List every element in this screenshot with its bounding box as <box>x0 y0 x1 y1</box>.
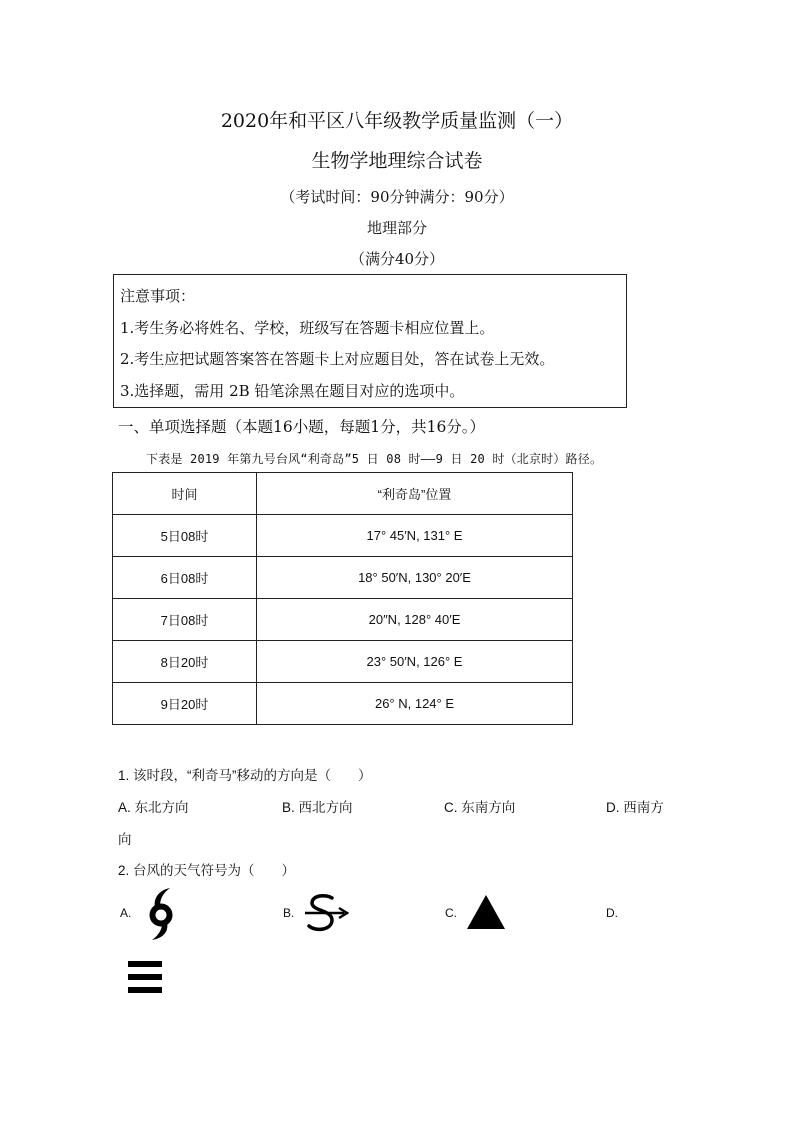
question-1-option-c[interactable]: C. 东南方向 <box>444 800 516 815</box>
table-row <box>113 599 573 641</box>
notice-heading: 注意事项： <box>120 287 196 305</box>
exam-title: 2020年和平区八年级教学质量监测（一） <box>220 110 574 132</box>
cell-time: 7日08时 <box>113 599 257 641</box>
cell-position: 18° 50′N, 130° 20′E <box>257 557 573 599</box>
notice-box <box>113 274 627 408</box>
cell-position: 26° N, 124° E <box>257 683 573 725</box>
exam-subtitle: 生物学地理综合试卷 <box>311 150 483 172</box>
table-row <box>113 683 573 725</box>
cell-time: 8日20时 <box>113 641 257 683</box>
question-2-option-c[interactable]: C. <box>445 906 457 920</box>
notice-item: 2.考生应把试题答案答在答题卡上对应题目处，答在试卷上无效。 <box>120 350 555 368</box>
table-intro: 下表是 2019 年第九号台风“利奇岛”5 日 08 时——9 日 20 时（北京时）路径。 <box>146 452 603 466</box>
column-header-time: 时间 <box>113 473 257 515</box>
cell-time: 9日20时 <box>113 683 257 725</box>
notice-item: 3.选择题，需用 2B 铅笔涂黑在题目对应的选项中。 <box>120 382 465 400</box>
cell-position: 20″N, 128° 40′E <box>257 599 573 641</box>
question-1-option-d[interactable]: D. 西南方 <box>606 800 664 815</box>
table-header-row <box>113 473 573 515</box>
triangle-symbol-icon <box>465 893 507 931</box>
cell-position: 23° 50′N, 126° E <box>257 641 573 683</box>
question-1-option-b[interactable]: B. 西北方向 <box>282 800 353 815</box>
cell-time: 6日08时 <box>113 557 257 599</box>
cell-position: 17° 45′N, 131° E <box>257 515 573 557</box>
fog-symbol-icon <box>126 958 164 996</box>
question-2-option-a[interactable]: A. <box>120 906 132 920</box>
table-row <box>113 515 573 557</box>
section-heading: 一、单项选择题（本题16小题，每题1分，共16分。） <box>118 418 486 436</box>
part-title: 地理部分 <box>366 219 427 237</box>
table-row <box>113 641 573 683</box>
table-row <box>113 557 573 599</box>
question-2-option-d[interactable]: D. <box>606 906 618 920</box>
question-2-option-b[interactable]: B. <box>283 906 295 920</box>
exam-info: （考试时间：90分钟满分：90分） <box>280 188 514 206</box>
sandstorm-symbol-icon <box>302 892 352 936</box>
question-2-stem: 2. 台风的天气符号为（ ） <box>118 863 296 878</box>
notice-item: 1.考生务必将姓名、学校，班级写在答题卡相应位置上。 <box>120 319 495 337</box>
question-1-stem: 1. 该时段，“利奇马”移动的方向是（ ） <box>118 768 372 783</box>
part-score: （满分40分） <box>349 250 445 268</box>
typhoon-track-table <box>112 472 573 725</box>
cell-time: 5日08时 <box>113 515 257 557</box>
column-header-position: “利奇岛”位置 <box>257 473 573 515</box>
typhoon-symbol-icon <box>143 886 179 942</box>
question-1-option-d-wrap: 向 <box>118 832 132 847</box>
question-1-option-a[interactable]: A. 东北方向 <box>118 800 189 815</box>
